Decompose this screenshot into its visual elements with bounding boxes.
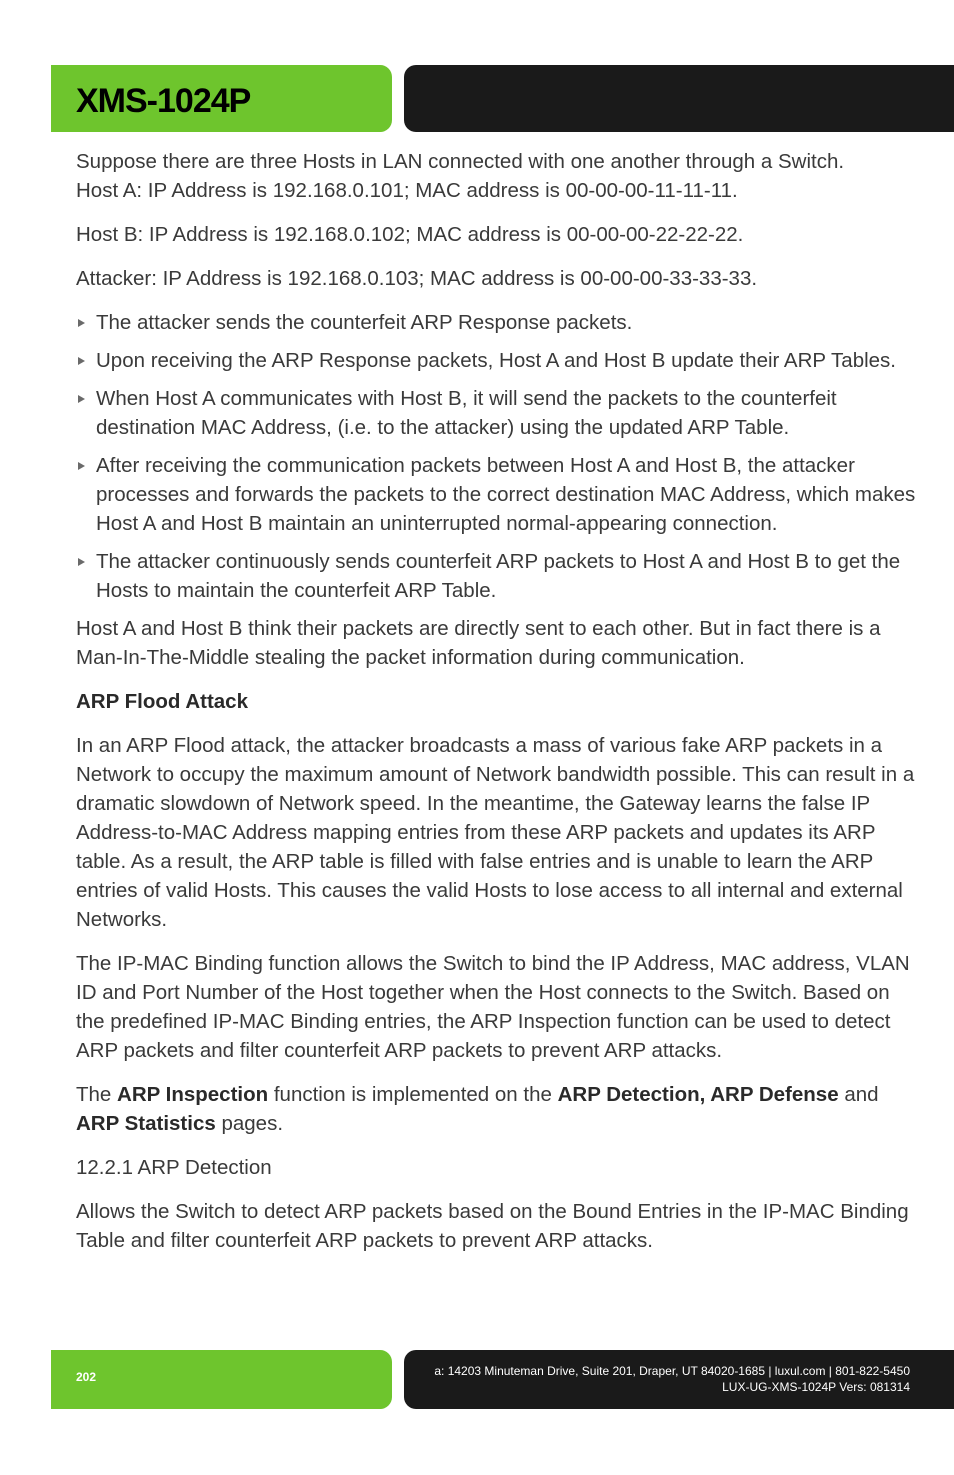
arp-detection-paragraph: Allows the Switch to detect ARP packets based on the Bound Entries in the IP-MAC Binding Table and filter counterfeit ARP packets to prevent ARP attacks.: [76, 1200, 909, 1252]
bullet-triangle-icon: [78, 395, 85, 403]
binding-paragraph: The IP-MAC Binding function allows the Switch to bind the IP Address, MAC address, VLAN ID and Port Number of the Host together when the Host connects to the Switch. Based on the predefined IP-MAC Binding entries, the ARP Inspection function can be used to detect ARP packets and filter counterfeit ARP packets to prevent ARP attacks.: [76, 952, 910, 1062]
main-content: [76, 147, 916, 1270]
intro-line-2: Host A: IP Address is 192.168.0.101; MAC address is 00-00-00-11-11-11.: [76, 179, 738, 202]
intro-line-1: Suppose there are three Hosts in LAN connected with one another through a Switch.: [76, 150, 845, 173]
bullet-triangle-icon: [78, 319, 85, 327]
attacker-line: Attacker: IP Address is 192.168.0.103; MAC address is 00-00-00-33-33-33.: [76, 267, 758, 290]
attack-steps-list: [76, 308, 916, 605]
footer-doc-version: LUX-UG-XMS-1024P Vers: 081314: [722, 1380, 910, 1394]
bullet-triangle-icon: [78, 357, 85, 365]
header-green-bar: [51, 65, 392, 132]
page-number: 202: [76, 1370, 97, 1384]
list-item: The attacker sends the counterfeit ARP Response packets.: [76, 308, 916, 337]
bullet-triangle-icon: [78, 558, 85, 566]
footer-black-bar: [404, 1350, 954, 1409]
section-title-arp-detection: 12.2.1 ARP Detection: [76, 1156, 272, 1179]
mitm-paragraph: Host A and Host B think their packets are directly sent to each other. But in fact there is a Man-In-The-Middle stealing the packet information during communication.: [76, 617, 881, 669]
arp-flood-heading: ARP Flood Attack: [76, 690, 248, 713]
bullet-triangle-icon: [78, 462, 85, 470]
list-item: After receiving the communication packets between Host A and Host B, the attacker processes and forwards the packets to the correct destination MAC Address, which makes Host A and Host B maintain an uninterrupted normal-appearing connection.: [76, 451, 916, 538]
footer-info: [434, 1363, 910, 1395]
arp-flood-paragraph: In an ARP Flood attack, the attacker broadcasts a mass of various fake ARP packets in a Network to occupy the maximum amount of Network bandwidth possible. This can result in a dramatic slowdown of Network speed. In the meantime, the Gateway learns the false IP Address-to-MAC Address mapping entries from these ARP packets and updates its ARP table. As a result, the ARP table is filled with false entries and is unable to learn the ARP entries of valid Hosts. This causes the valid Hosts to lose access to all internal and external Networks.: [76, 734, 915, 931]
footer-green-bar: [51, 1350, 392, 1409]
header-black-bar: [404, 65, 954, 132]
host-b-line: Host B: IP Address is 192.168.0.102; MAC address is 00-00-00-22-22-22.: [76, 223, 744, 246]
footer-address: a: 14203 Minuteman Drive, Suite 201, Draper, UT 84020-1685 | luxul.com | 801-822-5450: [434, 1364, 910, 1378]
list-item: When Host A communicates with Host B, it will send the packets to the counterfeit destination MAC Address, (i.e. to the attacker) using the updated ARP Table.: [76, 384, 916, 442]
inspection-paragraph: The ARP Inspection function is implemented on the ARP Detection, ARP Defense and ARP Statistics pages.: [76, 1083, 879, 1135]
list-item: Upon receiving the ARP Response packets, Host A and Host B update their ARP Tables.: [76, 346, 916, 375]
page-title: XMS-1024P: [76, 82, 251, 120]
list-item: The attacker continuously sends counterfeit ARP packets to Host A and Host B to get the Hosts to maintain the counterfeit ARP Table.: [76, 547, 916, 605]
